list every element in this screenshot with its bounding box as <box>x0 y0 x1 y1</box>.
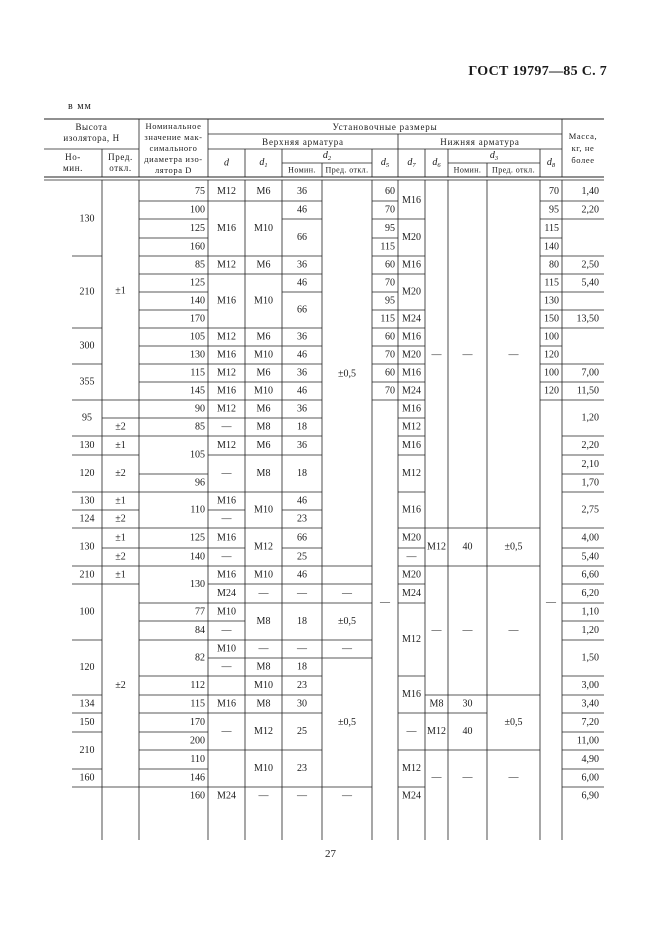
cell-upper-d2-nominal: — <box>297 643 307 655</box>
cell-height-nominal: 130 <box>79 213 95 225</box>
cell-height-deviation: ±1 <box>115 532 126 544</box>
cell-mass: 6,20 <box>581 588 599 599</box>
cell-upper-d5: 95 <box>385 223 395 234</box>
cell-upper-d5: 70 <box>385 277 395 289</box>
cell-mass: 6,00 <box>581 772 599 784</box>
cell-max-diameter: 105 <box>190 449 205 461</box>
cell-upper-d: M12 <box>217 259 236 271</box>
cell-lower-d6: — <box>431 625 442 636</box>
cell-upper-d: M16 <box>217 569 236 581</box>
cell-upper-d2-nominal: 36 <box>297 259 307 271</box>
cell-upper-d2-nominal: 18 <box>297 421 307 433</box>
cell-upper-d2-nominal: 36 <box>297 403 307 415</box>
cell-mass: 1,20 <box>581 625 599 636</box>
cell-upper-d2-nominal: 46 <box>297 569 307 581</box>
cell-lower-d7: M16 <box>402 689 421 700</box>
cell-height-nominal: 134 <box>79 698 95 710</box>
cell-height-nominal: 210 <box>79 745 95 756</box>
cell-upper-d1: M10 <box>254 295 273 307</box>
cell-upper-d1: M8 <box>256 661 271 673</box>
cell-upper-d2-nominal: 46 <box>297 204 307 216</box>
cell-upper-d1: M10 <box>254 680 273 691</box>
cell-upper-d: M10 <box>217 606 236 618</box>
cell-upper-d1: M6 <box>256 331 271 343</box>
document-header: ГОСТ 19797—85 С. 7 <box>468 64 607 79</box>
cell-upper-d: M12 <box>217 367 236 379</box>
cell-upper-d5: 70 <box>385 204 395 216</box>
cell-mass: 6,60 <box>581 569 599 581</box>
cell-upper-d2-nominal: 23 <box>297 680 307 691</box>
cell-max-diameter: 90 <box>195 403 205 415</box>
cell-upper-d: — <box>221 513 232 525</box>
cell-upper-d2-nominal: 66 <box>297 232 307 243</box>
cell-lower-d7: M24 <box>402 385 421 397</box>
cell-upper-d: M16 <box>217 532 236 544</box>
cell-max-diameter: 160 <box>190 790 205 802</box>
cell-upper-d1: M10 <box>254 385 273 397</box>
cell-lower-d7: M24 <box>402 588 421 599</box>
cell-mass: 1,10 <box>581 606 599 618</box>
cell-lower-d7: M20 <box>402 232 421 243</box>
header-d3-deviation: Пред. откл. <box>492 165 535 175</box>
cell-lower-d3-nominal: — <box>462 625 473 636</box>
header-diameter: симального <box>149 143 198 153</box>
header-d5: $d_5$ <box>380 156 390 169</box>
cell-height-nominal: 210 <box>79 569 95 581</box>
cell-max-diameter: 96 <box>195 477 205 489</box>
cell-height-deviation: ±2 <box>115 421 126 433</box>
cell-max-diameter: 125 <box>190 532 205 544</box>
cell-lower-d3-deviation: ±0,5 <box>504 717 523 728</box>
cell-height-nominal: 130 <box>79 495 95 507</box>
cell-upper-d2-nominal: 25 <box>297 726 307 737</box>
cell-mass: 4,00 <box>581 532 599 544</box>
cell-upper-d1: M6 <box>256 186 271 197</box>
cell-upper-d5: 95 <box>385 295 395 307</box>
cell-mass: 2,20 <box>581 204 599 216</box>
cell-lower-d8: 150 <box>544 313 559 325</box>
cell-upper-d5: 60 <box>385 367 395 379</box>
cell-max-diameter: 140 <box>190 295 205 307</box>
cell-max-diameter: 85 <box>195 421 205 433</box>
header-d7: $d_7$ <box>407 156 416 169</box>
header-mass: Масса, <box>568 131 598 141</box>
cell-lower-d8: 70 <box>549 186 559 197</box>
cell-lower-d3-nominal: 40 <box>462 541 473 553</box>
cell-upper-d2-nominal: 23 <box>297 763 307 774</box>
cell-mass: 11,00 <box>576 735 599 747</box>
cell-lower-d6: M12 <box>427 726 446 737</box>
cell-upper-d1: M8 <box>256 468 271 479</box>
cell-lower-d6: M8 <box>429 698 444 710</box>
cell-upper-d2-nominal: 36 <box>297 440 307 451</box>
cell-lower-d7: M20 <box>402 569 421 581</box>
cell-lower-d7: M16 <box>402 259 421 271</box>
cell-upper-d2-nominal: 36 <box>297 186 307 197</box>
cell-upper-d1: M10 <box>254 569 273 581</box>
cell-lower-d7: — <box>406 726 417 737</box>
cell-upper-d: M10 <box>217 643 236 655</box>
cell-upper-d2-nominal: 66 <box>297 304 307 316</box>
cell-upper-d5: 60 <box>385 331 395 343</box>
header-height: Высота <box>75 122 108 132</box>
cell-upper-d: — <box>221 726 232 737</box>
cell-mass: 4,90 <box>581 754 599 765</box>
cell-height-deviation: ±1 <box>115 440 126 451</box>
header-nominal: мин. <box>63 163 83 173</box>
header-d2-nominal: Номин. <box>288 165 316 175</box>
cell-upper-d1: M6 <box>256 367 271 379</box>
cell-mass: 5,40 <box>581 277 599 289</box>
cell-max-diameter: 145 <box>190 385 205 397</box>
cell-lower-d3-nominal: — <box>462 349 473 361</box>
cell-mass: 3,00 <box>581 680 599 691</box>
cell-max-diameter: 112 <box>190 680 205 691</box>
cell-upper-d: — <box>221 625 232 636</box>
cell-upper-d2-nominal: 23 <box>297 513 307 525</box>
cell-upper-d5: 60 <box>385 259 395 271</box>
cell-upper-d5: 60 <box>385 186 395 197</box>
header-install: Установочные размеры <box>332 122 438 132</box>
header-d3-nominal: Номин. <box>453 165 482 175</box>
header-diameter: значение мак- <box>144 132 203 142</box>
cell-upper-d5: 70 <box>385 385 395 397</box>
cell-upper-d: M16 <box>217 698 236 710</box>
cell-height-deviation: ±2 <box>115 680 126 691</box>
cell-lower-d7: M24 <box>402 313 421 325</box>
cell-lower-d8: 130 <box>544 295 559 307</box>
cell-upper-d5: — <box>380 597 390 608</box>
cell-upper-d2-nominal: — <box>297 588 307 599</box>
cell-upper-d: M12 <box>217 331 236 343</box>
cell-lower-d8: 120 <box>544 385 559 397</box>
cell-upper-d1: M10 <box>254 763 273 774</box>
cell-upper-d2-nominal: 25 <box>297 551 307 563</box>
cell-upper-d2-nominal: 66 <box>297 532 307 544</box>
cell-max-diameter: 170 <box>190 717 205 728</box>
cell-lower-d8: 80 <box>549 259 559 271</box>
units-label: в мм <box>68 101 92 112</box>
cell-upper-d: M24 <box>217 588 236 599</box>
cell-lower-d3-deviation: — <box>508 349 519 361</box>
cell-height-deviation: ±1 <box>115 569 126 581</box>
cell-lower-d7: M16 <box>402 195 421 206</box>
cell-upper-d1: M10 <box>254 349 273 361</box>
cell-height-deviation: ±1 <box>115 495 126 507</box>
page-number: 27 <box>325 848 336 860</box>
cell-lower-d3-nominal: 30 <box>462 698 473 710</box>
cell-upper-d: M16 <box>217 223 236 234</box>
cell-max-diameter: 115 <box>190 698 205 710</box>
cell-upper-d1: — <box>258 588 269 599</box>
cell-height-nominal: 150 <box>79 717 95 728</box>
header-deviation: Пред. <box>108 152 133 162</box>
header-d8: $d_8$ <box>546 156 556 169</box>
header-mass: более <box>571 155 595 165</box>
cell-mass: 1,40 <box>581 186 599 197</box>
cell-upper-d1: M8 <box>256 698 271 710</box>
cell-max-diameter: 140 <box>190 551 205 563</box>
cell-height-nominal: 130 <box>79 541 95 553</box>
cell-lower-d7: M16 <box>402 504 421 516</box>
cell-max-diameter: 77 <box>195 606 205 618</box>
cell-height-nominal: 120 <box>79 662 95 673</box>
cell-height-nominal: 100 <box>79 606 95 618</box>
cell-upper-d2-nominal: 46 <box>297 385 307 397</box>
cell-mass: 2,20 <box>581 440 599 451</box>
cell-upper-d2-nominal: 46 <box>297 349 307 361</box>
cell-max-diameter: 125 <box>190 277 205 289</box>
cell-mass: 7,00 <box>581 367 599 379</box>
cell-height-deviation: ±1 <box>115 285 126 297</box>
cell-lower-d8: 115 <box>544 277 559 289</box>
header-d2-deviation: Пред. откл. <box>325 165 369 175</box>
cell-upper-d2-deviation: — <box>342 588 352 599</box>
cell-lower-d7: M12 <box>402 634 421 645</box>
cell-upper-d: M12 <box>217 403 236 415</box>
cell-upper-d1: M12 <box>254 726 273 737</box>
cell-mass: 1,70 <box>581 477 599 489</box>
cell-lower-d6: — <box>431 349 442 361</box>
cell-mass: 13,50 <box>576 313 599 325</box>
header-diameter: лятора D <box>154 165 193 175</box>
cell-height-nominal: 120 <box>79 468 95 479</box>
cell-mass: 2,50 <box>581 259 599 271</box>
header-d2: $d_2$ <box>322 149 332 162</box>
cell-max-diameter: 146 <box>190 772 205 784</box>
table-grid <box>44 119 604 840</box>
cell-upper-d1: M8 <box>256 616 271 627</box>
cell-lower-d7: M16 <box>402 367 421 379</box>
cell-mass: 11,50 <box>576 385 599 397</box>
table-body <box>80 186 600 802</box>
cell-lower-d8: 120 <box>544 349 559 361</box>
cell-upper-d: M16 <box>217 349 236 361</box>
cell-max-diameter: 200 <box>190 735 205 747</box>
cell-mass: 7,20 <box>581 717 599 728</box>
cell-lower-d7: M24 <box>402 790 421 802</box>
cell-upper-d1: M6 <box>256 403 271 415</box>
cell-lower-d7: M16 <box>402 403 421 415</box>
cell-upper-d2-nominal: 46 <box>297 495 307 507</box>
cell-upper-d1: M8 <box>256 421 271 433</box>
cell-upper-d2-nominal: 36 <box>297 331 307 343</box>
table-header <box>63 121 597 175</box>
cell-upper-d: M12 <box>217 186 236 197</box>
cell-height-deviation: ±2 <box>115 551 126 563</box>
cell-upper-d2-nominal: 18 <box>297 661 307 673</box>
cell-lower-d7: M12 <box>402 468 421 479</box>
header-mass: кг, не <box>571 143 595 153</box>
cell-upper-d: — <box>221 421 232 433</box>
cell-mass: 6,90 <box>581 790 599 802</box>
cell-lower-d7: M16 <box>402 440 421 451</box>
cell-upper-d1: M12 <box>254 541 273 553</box>
header-nominal: Но- <box>65 152 81 162</box>
cell-height-deviation: ±2 <box>115 513 126 525</box>
cell-upper-d1: M6 <box>256 440 271 451</box>
cell-max-diameter: 125 <box>190 223 205 234</box>
cell-mass: 3,40 <box>581 698 599 710</box>
cell-lower-d7: M16 <box>402 331 421 343</box>
cell-height-nominal: 300 <box>79 340 95 352</box>
cell-lower-d6: M12 <box>427 541 446 553</box>
cell-upper-d1: M6 <box>256 259 271 271</box>
cell-height-nominal: 355 <box>79 376 95 388</box>
cell-upper-d1: — <box>258 790 269 802</box>
cell-upper-d5: 115 <box>380 241 395 253</box>
cell-lower-d3-nominal: 40 <box>462 726 473 737</box>
cell-mass: 2,10 <box>581 459 599 470</box>
cell-upper-d2-nominal: 36 <box>297 367 307 379</box>
cell-lower-d8: 100 <box>544 331 559 343</box>
cell-upper-d2-deviation: ±0,5 <box>338 717 356 728</box>
cell-lower-d3-deviation: — <box>508 625 519 636</box>
cell-lower-d8: — <box>546 597 556 608</box>
cell-upper-d2-deviation: — <box>342 790 352 802</box>
cell-upper-d: M16 <box>217 385 236 397</box>
cell-upper-d: M16 <box>217 495 236 507</box>
cell-upper-d1: M10 <box>254 504 273 516</box>
cell-mass: 5,40 <box>581 551 599 563</box>
cell-upper-d: M24 <box>217 790 236 802</box>
header-lower: Нижняя арматура <box>440 137 520 147</box>
cell-upper-d2-nominal: 46 <box>297 277 307 289</box>
cell-lower-d7: — <box>406 551 417 563</box>
cell-max-diameter: 85 <box>195 259 205 271</box>
cell-height-nominal: 160 <box>79 772 95 784</box>
cell-upper-d2-nominal: 18 <box>297 468 307 479</box>
cell-lower-d3-nominal: — <box>462 772 473 783</box>
cell-height-nominal: 210 <box>79 286 95 298</box>
cell-max-diameter: 115 <box>190 367 205 379</box>
header-d: d <box>224 157 229 169</box>
cell-max-diameter: 110 <box>190 754 205 765</box>
cell-lower-d7: M20 <box>402 349 421 361</box>
cell-upper-d5: 70 <box>385 349 395 361</box>
cell-height-nominal: 95 <box>82 412 92 424</box>
cell-upper-d: — <box>221 468 232 479</box>
cell-height-nominal: 124 <box>79 513 95 525</box>
cell-lower-d7: M20 <box>402 286 421 298</box>
cell-max-diameter: 100 <box>190 204 205 216</box>
cell-lower-d8: 100 <box>544 367 559 379</box>
cell-upper-d5: 115 <box>380 313 395 325</box>
cell-upper-d: — <box>221 551 232 563</box>
cell-upper-d2-nominal: — <box>297 790 307 802</box>
cell-lower-d8: 115 <box>544 223 559 234</box>
cell-lower-d3-deviation: ±0,5 <box>504 541 523 553</box>
cell-lower-d7: M12 <box>402 763 421 774</box>
cell-lower-d7: M20 <box>402 532 421 544</box>
header-d3: $d_3$ <box>489 149 499 162</box>
cell-lower-d8: 95 <box>549 204 559 216</box>
cell-upper-d2-deviation: — <box>342 643 352 655</box>
cell-mass: 1,50 <box>581 652 599 664</box>
header-deviation: откл. <box>109 163 132 173</box>
cell-max-diameter: 82 <box>195 652 205 664</box>
cell-max-diameter: 160 <box>190 241 205 253</box>
header-height: изолятора, Н <box>63 133 120 143</box>
cell-max-diameter: 130 <box>190 579 205 590</box>
cell-upper-d1: M10 <box>254 223 273 234</box>
header-d1: $d_1$ <box>259 156 268 169</box>
cell-lower-d6: — <box>431 772 442 783</box>
cell-max-diameter: 84 <box>195 625 205 636</box>
cell-height-deviation: ±2 <box>115 468 126 479</box>
cell-lower-d8: 140 <box>544 241 559 253</box>
header-diameter: Номинальное <box>145 121 202 131</box>
cell-lower-d3-deviation: — <box>508 772 519 783</box>
cell-upper-d: — <box>221 661 232 673</box>
cell-upper-d2-nominal: 30 <box>297 698 307 710</box>
cell-mass: 2,75 <box>581 504 599 516</box>
cell-max-diameter: 130 <box>190 349 205 361</box>
cell-max-diameter: 105 <box>190 331 205 343</box>
header-d6: $d_6$ <box>432 156 441 169</box>
cell-height-nominal: 130 <box>79 440 95 451</box>
header-diameter: диаметра изо- <box>144 154 203 164</box>
cell-upper-d1: — <box>258 643 269 655</box>
cell-max-diameter: 75 <box>195 186 205 197</box>
cell-max-diameter: 170 <box>190 313 205 325</box>
cell-mass: 1,20 <box>581 412 599 424</box>
cell-max-diameter: 110 <box>190 504 205 516</box>
header-upper: Верхняя арматура <box>262 137 344 147</box>
cell-upper-d2-deviation: ±0,5 <box>338 368 356 380</box>
cell-upper-d2-nominal: 18 <box>297 616 307 627</box>
cell-upper-d: M16 <box>217 295 236 307</box>
cell-lower-d7: M12 <box>402 421 421 433</box>
cell-upper-d: M12 <box>217 440 236 451</box>
cell-upper-d2-deviation: ±0,5 <box>338 616 356 627</box>
